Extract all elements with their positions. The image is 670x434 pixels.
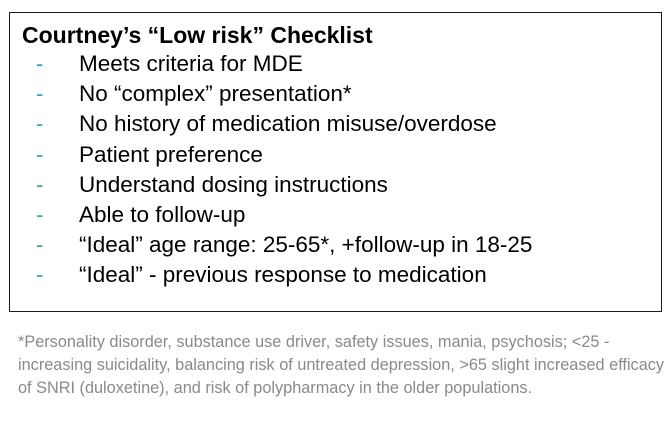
checklist-item-text: No “complex” presentation*	[79, 81, 352, 107]
checklist-item	[22, 79, 649, 109]
footnote: *Personality disorder, substance use driver, safety issues, mania, psychosis; <25 - increasing suicidality, balancing risk of untreated depression, >65 slight increased efficacy of SNRI (duloxetine), and risk of polypharmacy in the older populations.	[18, 333, 665, 398]
dash-bullet-icon: -	[36, 262, 44, 288]
dash-bullet-icon: -	[36, 51, 44, 76]
checklist-item-text: Patient preference	[79, 141, 263, 167]
dash-bullet-icon: -	[36, 201, 44, 227]
checklist-item-text: No history of medication misuse/overdose	[79, 111, 497, 137]
checklist-item	[22, 200, 649, 230]
dash-bullet-icon: -	[36, 141, 44, 167]
checklist-item	[22, 109, 649, 139]
dash-bullet-icon: -	[36, 171, 44, 197]
checklist-item-text: Able to follow-up	[79, 201, 246, 227]
dash-bullet-icon: -	[36, 81, 44, 107]
checklist-item-text: Understand dosing instructions	[79, 171, 388, 197]
checklist-item-text: Meets criteria for MDE	[79, 51, 303, 76]
dash-bullet-icon: -	[36, 232, 44, 258]
checklist-item	[22, 140, 649, 170]
checklist-item-text: “Ideal” age range: 25-65*, +follow-up in 18-25	[79, 232, 533, 258]
checklist-item	[22, 49, 649, 79]
checklist-items	[22, 49, 649, 291]
dash-bullet-icon: -	[36, 111, 44, 137]
checklist-item	[22, 260, 649, 290]
checklist-item	[22, 170, 649, 200]
checklist-item	[22, 230, 649, 260]
checklist-title: Courtney’s “Low risk” Checklist	[22, 22, 373, 48]
checklist-item-text: “Ideal” - previous response to medication	[79, 262, 487, 288]
checklist-box	[9, 12, 662, 312]
